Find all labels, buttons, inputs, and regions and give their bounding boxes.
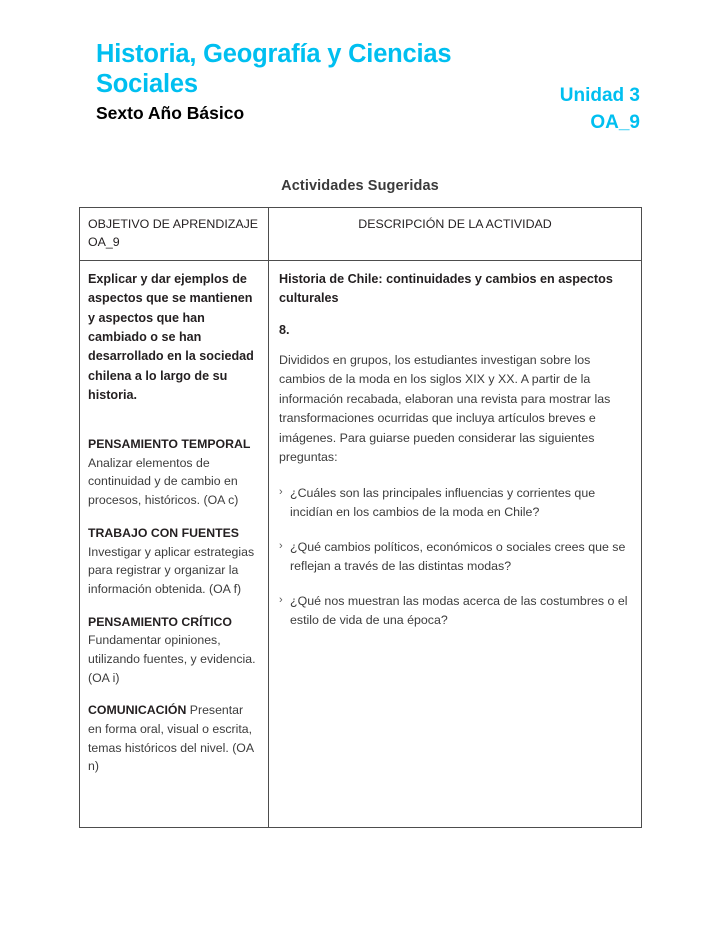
document-header <box>96 40 640 133</box>
unit-label: Unidad 3 <box>559 85 640 106</box>
header-title-row <box>96 40 640 133</box>
objective-statement: Explicar y dar ejemplos de aspectos que se mantienen y aspectos que han cambiado o se han desarrollado en la sociedad chilena a lo largo de su historia. <box>88 272 254 402</box>
question-text: ¿Qué cambios políticos, económicos o sociales crees que se reflejan a través de las distintas modas? <box>290 539 626 574</box>
activities-table-wrapper <box>79 207 641 828</box>
question-text: ¿Qué nos muestran las modas acerca de las costumbres o el estilo de vida de una época? <box>290 593 628 628</box>
guiding-question-1 <box>279 484 629 523</box>
skill-name: TRABAJO CON FUENTES <box>88 525 239 540</box>
table-header-row <box>80 208 642 261</box>
body-cell-objective <box>80 261 269 828</box>
header-meta <box>560 83 640 137</box>
skill-description: Presentar en forma oral, visual o escrita, temas históricos del nivel. (OA n) <box>88 703 254 774</box>
header-cell-objective <box>80 208 269 261</box>
chevron-right-icon: › <box>279 539 283 552</box>
chevron-right-icon: › <box>279 593 283 606</box>
page-title: Historia, Geografía y Ciencias Sociales <box>96 40 452 98</box>
column-header-objective: OBJETIVO DE APRENDIZAJE OA_9 <box>88 217 259 249</box>
skill-pensamiento-critico <box>88 613 258 688</box>
skill-trabajo-con-fuentes <box>88 524 258 599</box>
chevron-right-icon: › <box>279 485 283 498</box>
activity-number: 8. <box>279 322 290 337</box>
table-body-row <box>80 261 642 828</box>
section-title: Actividades Sugeridas <box>281 178 439 194</box>
skill-description: Analizar elementos de continuidad y de cambio en procesos, históricos. (OA c) <box>88 455 239 508</box>
guiding-question-3 <box>279 592 629 631</box>
body-cell-description <box>269 261 642 828</box>
activity-description-text: Divididos en grupos, los estudiantes investigan sobre los cambios de la moda en los siglos XIX y XX. A partir de la información recabada, elaboran una revista para mostrar las transformaciones ocurridas que incluya artículos breves e imágenes. Para guiarse pueden considerar las siguientes preguntas: <box>279 352 611 465</box>
skill-name: PENSAMIENTO TEMPORAL <box>88 437 251 452</box>
skill-pensamiento-temporal <box>88 435 258 510</box>
skill-name: COMUNICACIÓN <box>88 703 187 718</box>
skill-description: Investigar y aplicar estrategias para registrar y organizar la información obtenida. (OA f) <box>88 544 255 596</box>
skill-description: Fundamentar opiniones, utilizando fuentes, y evidencia. (OA i) <box>88 633 256 685</box>
skill-name: PENSAMIENTO CRÍTICO <box>88 614 232 629</box>
activity-heading: Historia de Chile: continuidades y cambios en aspectos culturales <box>279 272 613 305</box>
column-header-description: DESCRIPCIÓN DE LA ACTIVIDAD <box>358 217 552 231</box>
header-cell-description <box>269 208 642 261</box>
question-text: ¿Cuáles son las principales influencias y corrientes que incidían en los cambios de la moda en Chile? <box>290 485 596 520</box>
guiding-question-2 <box>279 538 629 577</box>
activities-table <box>79 207 642 828</box>
skill-comunicacion <box>88 701 258 776</box>
page-subtitle: Sexto Año Básico <box>96 103 245 124</box>
oa-code-label: OA_9 <box>590 111 640 133</box>
